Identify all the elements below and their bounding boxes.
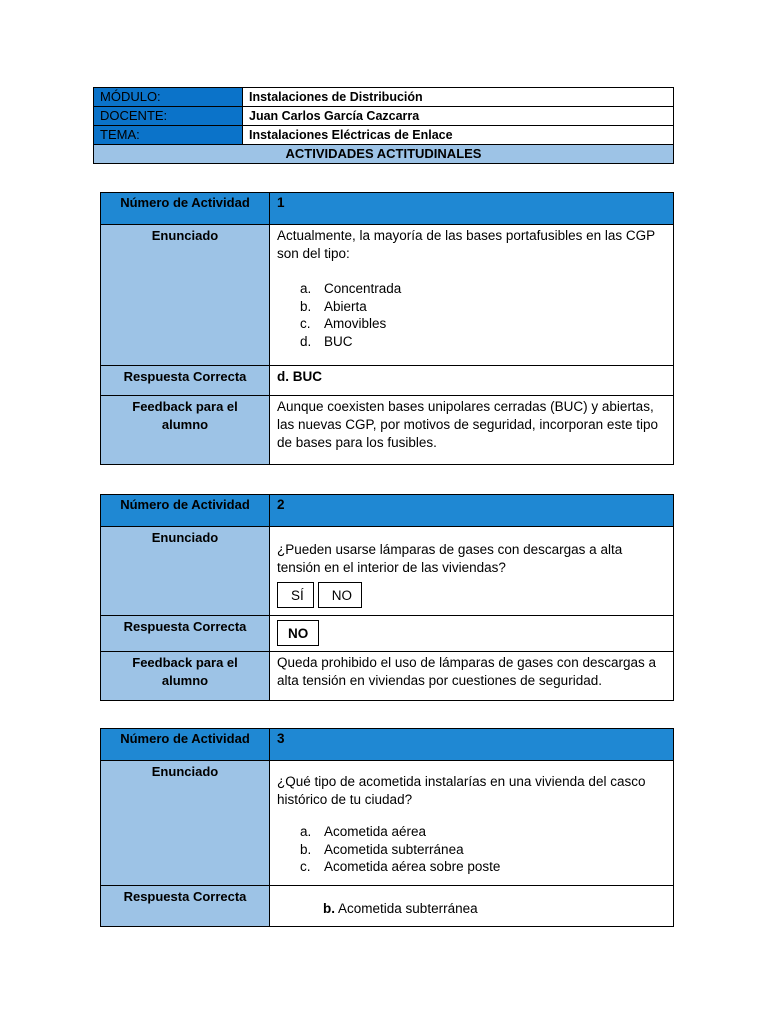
numero-label: Número de Actividad bbox=[101, 193, 270, 225]
docente-label: DOCENTE: bbox=[94, 107, 243, 126]
option-item: c. Amovibles bbox=[300, 316, 387, 331]
answer-value: d. BUC bbox=[270, 366, 674, 396]
activity-table-2 bbox=[100, 494, 674, 701]
feedback-text: Aunque coexisten bases unipolares cerradas (BUC) y abiertas, las nuevas CGP, por motivos de seguridad, incorporan este tipo de bases para los fusibles. bbox=[270, 396, 674, 465]
choice-boxes bbox=[277, 582, 666, 608]
docente-value: Juan Carlos García Cazcarra bbox=[243, 107, 674, 126]
respuesta-label: Respuesta Correcta bbox=[101, 886, 270, 927]
statement-text: Actualmente, la mayoría de las bases portafusibles en las CGP son del tipo: bbox=[277, 228, 655, 261]
enunciado-cell bbox=[270, 527, 674, 616]
choice-no[interactable]: NO bbox=[318, 582, 362, 608]
numero-label: Número de Actividad bbox=[101, 495, 270, 527]
feedback-text: Queda prohibido el uso de lámparas de gases con descargas a alta tensión en viviendas por cuestiones de seguridad. bbox=[270, 652, 674, 701]
option-item: b. Abierta bbox=[300, 298, 367, 314]
header-table bbox=[93, 87, 674, 164]
statement-text: ¿Pueden usarse lámparas de gases con descargas a alta tensión en el interior de las viviendas? bbox=[277, 542, 623, 575]
enunciado-label: Enunciado bbox=[101, 225, 270, 366]
numero-label: Número de Actividad bbox=[101, 729, 270, 761]
answer-cell bbox=[270, 616, 674, 652]
options-list bbox=[277, 280, 666, 350]
respuesta-label: Respuesta Correcta bbox=[101, 366, 270, 396]
option-item: a. Concentrada bbox=[300, 281, 402, 296]
option-item: c. Acometida aérea sobre poste bbox=[300, 859, 501, 874]
activity-number: 2 bbox=[270, 495, 674, 527]
activity-table-1 bbox=[100, 192, 674, 465]
answer-value: Acometida subterránea bbox=[338, 901, 478, 916]
section-title: ACTIVIDADES ACTITUDINALES bbox=[94, 145, 674, 164]
respuesta-label: Respuesta Correcta bbox=[101, 616, 270, 652]
enunciado-cell bbox=[270, 225, 674, 366]
options-list bbox=[277, 823, 666, 876]
activity-number: 1 bbox=[270, 193, 674, 225]
activity-table-3 bbox=[100, 728, 674, 927]
choice-yes[interactable]: SÍ bbox=[277, 582, 314, 608]
enunciado-cell bbox=[270, 761, 674, 886]
statement-text: ¿Qué tipo de acometida instalarías en una vivienda del casco histórico de tu ciudad? bbox=[277, 774, 646, 807]
modulo-label: MÓDULO: bbox=[94, 88, 243, 107]
answer-value: NO bbox=[277, 620, 319, 646]
activity-number: 3 bbox=[270, 729, 674, 761]
option-item: d. BUC bbox=[300, 333, 353, 349]
enunciado-label: Enunciado bbox=[101, 761, 270, 886]
option-item: b. Acometida subterránea bbox=[300, 841, 464, 857]
modulo-value: Instalaciones de Distribución bbox=[243, 88, 674, 107]
tema-value: Instalaciones Eléctricas de Enlace bbox=[243, 126, 674, 145]
enunciado-label: Enunciado bbox=[101, 527, 270, 616]
feedback-label: Feedback para el alumno bbox=[101, 652, 270, 701]
tema-label: TEMA: bbox=[94, 126, 243, 145]
feedback-label: Feedback para el alumno bbox=[101, 396, 270, 465]
option-item: a. Acometida aérea bbox=[300, 824, 427, 839]
answer-cell bbox=[270, 886, 674, 927]
answer-letter: b. bbox=[323, 901, 335, 916]
